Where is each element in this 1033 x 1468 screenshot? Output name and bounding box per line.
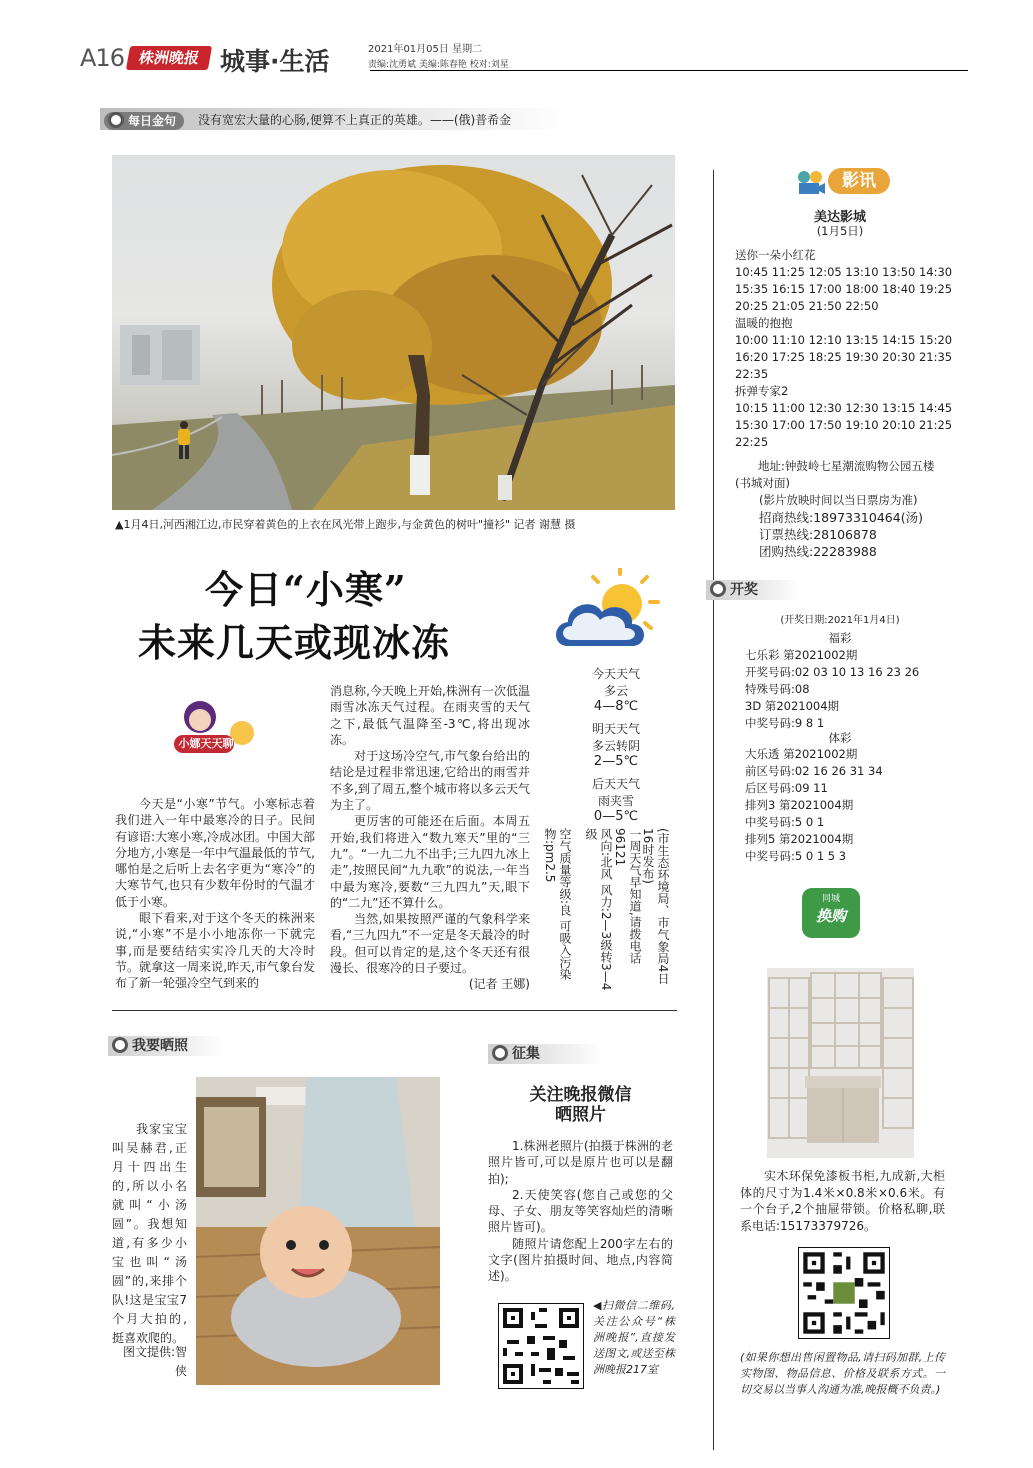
swap-badge-top: 同城 bbox=[821, 894, 840, 904]
page-number: A16 bbox=[80, 44, 124, 72]
headline-line1: 今日“小寒” bbox=[205, 567, 407, 612]
bookcase-photo bbox=[767, 968, 914, 1158]
header-rule bbox=[370, 70, 968, 71]
weather-week: 一周天气早知道,请拨电话96121 bbox=[613, 828, 642, 964]
lottery-date: (开奖日期:2021年1月4日) bbox=[780, 615, 900, 626]
cinema-hotline: 招商热线:18973310464(汤) bbox=[759, 510, 923, 525]
quote-text: 没有宽宏大量的心肠,便算不上真正的英雄。——(俄)普希金 bbox=[198, 113, 512, 127]
bullet-icon bbox=[710, 581, 726, 597]
cinema-address: 地址:钟鼓岭七星潮流购物公园五楼(书城对面) bbox=[735, 459, 935, 490]
article-byline: (记者 王娜) bbox=[468, 977, 530, 992]
article-paragraph: 今天是“小寒”节气。小寒标志着我们进入一年中最寒冷的日子。民间有谚语:大寒小寒,冷成冰团。中国大部分地方,小寒是一年中气温最低的节气,哪怕是之后听上去名字更为“寒冷”的大寒节气,也只有少数年份时的气温才低于小寒。 bbox=[115, 797, 315, 909]
weather-after-temp: 0—5℃ bbox=[593, 809, 639, 824]
main-photo bbox=[112, 155, 675, 510]
film-title: 温暖的抱抱 bbox=[735, 316, 793, 330]
masthead-logo: 株洲晚报 bbox=[126, 46, 212, 70]
weather-today-label: 今天天气 bbox=[591, 667, 640, 681]
lottery-line: 排列3 第2021004期 bbox=[745, 798, 854, 812]
article-paragraph: 消息称,今天晚上开始,株洲有一次低温雨雪冰冻天气过程。在雨夹雪的天气之下,最低气温降至-3℃,将出现冰冻。 bbox=[330, 684, 530, 747]
article-paragraph: 更厉害的可能还在后面。本周五开始,我们将进入“数九寒天”里的“三九”。“一九二九不出手;三九四九冰上走”,按照民间“九九歌”的说法,一年当中最为寒冷,要数“三九四九”天,眼下的“二九”还不算什么。 bbox=[330, 814, 530, 910]
lottery-line: 前区号码:02 16 26 31 34 bbox=[745, 764, 883, 778]
staff-credits: 责编:沈勇斌 美编:陈春艳 校对:刘星 bbox=[368, 60, 509, 70]
baby-photo-illustration bbox=[196, 1077, 440, 1385]
reporter-avatar-icon bbox=[170, 695, 260, 765]
swap-text: 实木环保免漆板书柜,九成新,大柜体的尺寸为1.4米×0.8米×0.6米。有一个台子,2个抽屉带锁。价格私聊,联系电话:15173379726。 bbox=[740, 1169, 945, 1233]
lottery-line: 排列5 第2021004期 bbox=[745, 832, 854, 846]
call-qr-note: ◀扫微信二维码,关注公众号“株洲晚报”,直接发送图文,或送至株洲晚报217室 bbox=[593, 1299, 675, 1376]
swap-badge-box bbox=[802, 888, 860, 938]
weather-tomorrow-desc: 多云转阴 bbox=[591, 739, 640, 753]
cinema-badge-text: 影讯 bbox=[828, 168, 890, 194]
lottery-line: 中奖号码:5 0 1 bbox=[745, 815, 825, 829]
film-list bbox=[735, 247, 955, 451]
weather-today-desc: 多云 bbox=[603, 684, 628, 698]
article-paragraph: 眼下看来,对于这个冬天的株洲来说,“小寒”不是小小地冻你一下就完事,而是要结结实实冷几天的大冷时节。就拿这一周来说,昨天,市气象台发布了新一轮强冷空气到来的 bbox=[115, 911, 315, 991]
qr-code-icon bbox=[799, 1248, 889, 1338]
photo-show-credit: 图文提供:智侠 bbox=[122, 1345, 187, 1378]
lottery-line: 特殊号码:08 bbox=[745, 682, 810, 696]
call-item: 随照片请您配上200字左右的文字(图片拍摄时间、地点,内容简述)。 bbox=[488, 1236, 673, 1284]
call-tab-label: 征集 bbox=[512, 1046, 540, 1062]
quote-label bbox=[104, 112, 184, 130]
headline-line2: 未来几天或现冰冻 bbox=[138, 620, 451, 665]
weather-tomorrow-label: 明天天气 bbox=[591, 722, 640, 736]
weather-after-desc: 雨夹雪 bbox=[597, 794, 634, 808]
film-showtimes: 22:35 bbox=[735, 367, 769, 381]
dateline: 2021年01月05日 星期二 bbox=[368, 44, 483, 55]
lottery-line: 中奖号码:9 8 1 bbox=[745, 716, 825, 730]
cinema-hotline: 团购热线:22283988 bbox=[759, 544, 877, 559]
call-title-line1: 关注晚报微信 bbox=[529, 1085, 632, 1105]
weather-source: (市生态环境局、市气象局4日16时发布) bbox=[641, 828, 670, 985]
bookcase-illustration bbox=[767, 968, 914, 1158]
qr-code-icon bbox=[499, 1304, 583, 1388]
cinema-note: (影片放映时间以当日票房为准) bbox=[759, 493, 918, 507]
article-column-2 bbox=[330, 683, 530, 993]
lottery-fucai-results bbox=[745, 647, 955, 732]
bullet-icon bbox=[492, 1045, 508, 1061]
lottery-line: 后区号码:09 11 bbox=[745, 781, 828, 795]
swap-note: (如果你想出售闲置物品,请扫码加群,上传实物图、物品信息、价格及联系方式。一切交易以当事人沟通为准,晚报概不负责。) bbox=[740, 1351, 945, 1396]
call-item: 2.天使笑容(您自己或您的父母、子女、朋友等笑容灿烂的清晰照片皆可)。 bbox=[488, 1187, 673, 1235]
article-paragraph: 对于这场冷空气,市气象台给出的结论是过程非常迅速,它给出的雨雪并不多,到了周五,整个城市将以多云天气为主了。 bbox=[330, 749, 530, 813]
lottery-line: 开奖号码:02 03 10 13 16 23 26 bbox=[745, 665, 920, 679]
call-title-line2: 晒照片 bbox=[555, 1105, 606, 1125]
film-showtimes: 20:25 21:05 21:50 22:50 bbox=[735, 299, 879, 313]
column-logo-text: 小娜天天聊 bbox=[178, 737, 234, 750]
film-camera-icon bbox=[796, 170, 826, 196]
lottery-ticai-results bbox=[745, 746, 955, 865]
call-item: 1.株洲老照片(拍摄于株洲的老照片皆可,可以是原片也可以是翻拍); bbox=[488, 1139, 673, 1186]
cinema-hotline: 订票热线:28106878 bbox=[759, 527, 877, 542]
lottery-line: 中奖号码:5 0 1 5 3 bbox=[745, 849, 847, 863]
photo-show-tab bbox=[108, 1036, 222, 1056]
lottery-line: 大乐透 第2021002期 bbox=[745, 747, 858, 761]
column-divider bbox=[713, 170, 714, 1450]
weather-tomorrow-temp: 2—5℃ bbox=[593, 754, 639, 769]
lottery-line: 七乐彩 第2021002期 bbox=[745, 648, 858, 662]
swap-qr-code[interactable] bbox=[798, 1247, 890, 1339]
weather-after-label: 后天天气 bbox=[591, 777, 640, 791]
film-showtimes: 10:15 11:00 12:30 12:30 13:15 14:45 bbox=[735, 401, 953, 415]
film-showtimes: 10:45 11:25 12:05 13:10 13:50 14:30 bbox=[735, 265, 953, 279]
lottery-fucai-label: 福彩 bbox=[828, 631, 852, 645]
baby-photo bbox=[196, 1077, 440, 1385]
cloudy-sun-icon bbox=[550, 568, 665, 657]
film-showtimes: 15:35 16:15 17:00 18:00 18:40 19:25 bbox=[735, 282, 953, 296]
riverside-photo-illustration bbox=[112, 155, 675, 510]
call-items bbox=[488, 1138, 673, 1285]
quote-label-text: 每日金句 bbox=[128, 114, 177, 128]
film-showtimes: 15:30 17:00 17:50 19:10 20:10 21:25 bbox=[735, 418, 953, 432]
lottery-line: 3D 第2021004期 bbox=[745, 699, 840, 713]
section-title: 城事·生活 bbox=[220, 47, 330, 76]
film-showtimes: 22:25 bbox=[735, 435, 769, 449]
cinema-name: 美达影城 bbox=[813, 210, 866, 225]
lottery-tab-label: 开奖 bbox=[730, 582, 758, 598]
bullet-icon bbox=[112, 1037, 128, 1053]
film-showtimes: 10:00 11:10 12:10 13:15 14:15 15:20 bbox=[735, 333, 953, 347]
column-logo bbox=[170, 695, 260, 765]
swap-badge bbox=[802, 888, 860, 938]
article-paragraph: 当然,如果按照严谨的气象科学来看,“三九四九”不一定是冬天最冷的时段。但可以肯定的是,这个冬天还有很漫长、很寒冷的日子要过。 bbox=[330, 912, 530, 976]
cinema-date: (1月5日) bbox=[816, 224, 864, 238]
wechat-qr-code[interactable] bbox=[498, 1303, 584, 1389]
call-tab bbox=[488, 1044, 602, 1064]
cinema-badge bbox=[796, 168, 896, 196]
film-showtimes: 16:20 17:25 18:25 19:30 20:30 21:35 bbox=[735, 350, 953, 364]
film-title: 送你一朵小红花 bbox=[735, 248, 816, 262]
photo-show-text: 我家宝宝叫吴赫君,正月十四出生的,所以小名就叫“小汤圆”。我想知道,有多少小宝也叫“汤圆”的,来排个队!这是宝宝7个月大拍的,挺喜欢爬的。 bbox=[112, 1122, 187, 1345]
cinema-hotlines bbox=[759, 509, 959, 560]
lottery-ticai-label: 体彩 bbox=[828, 731, 852, 745]
film-title: 拆弹专家2 bbox=[735, 384, 789, 398]
weather-air: 空气质量等级:良 可吸入污染物:pm2.5 bbox=[543, 828, 572, 980]
photo-caption: ▲1月4日,河西湘江边,市民穿着黄色的上衣在风光带上跑步,与金黄色的树叶"撞衫" 记者 谢慧 摄 bbox=[115, 518, 576, 531]
weather-today-temp: 4—8℃ bbox=[593, 699, 639, 714]
bullet-icon bbox=[108, 112, 124, 128]
lottery-tab bbox=[706, 580, 800, 600]
article-column-1 bbox=[115, 796, 315, 992]
section-divider bbox=[112, 1010, 677, 1011]
weather-wind: 风向:北风 风力:2—3级转3—4级 bbox=[584, 828, 613, 991]
swap-badge-text: 换购 bbox=[815, 907, 846, 925]
photo-show-tab-label: 我要晒照 bbox=[132, 1038, 188, 1054]
